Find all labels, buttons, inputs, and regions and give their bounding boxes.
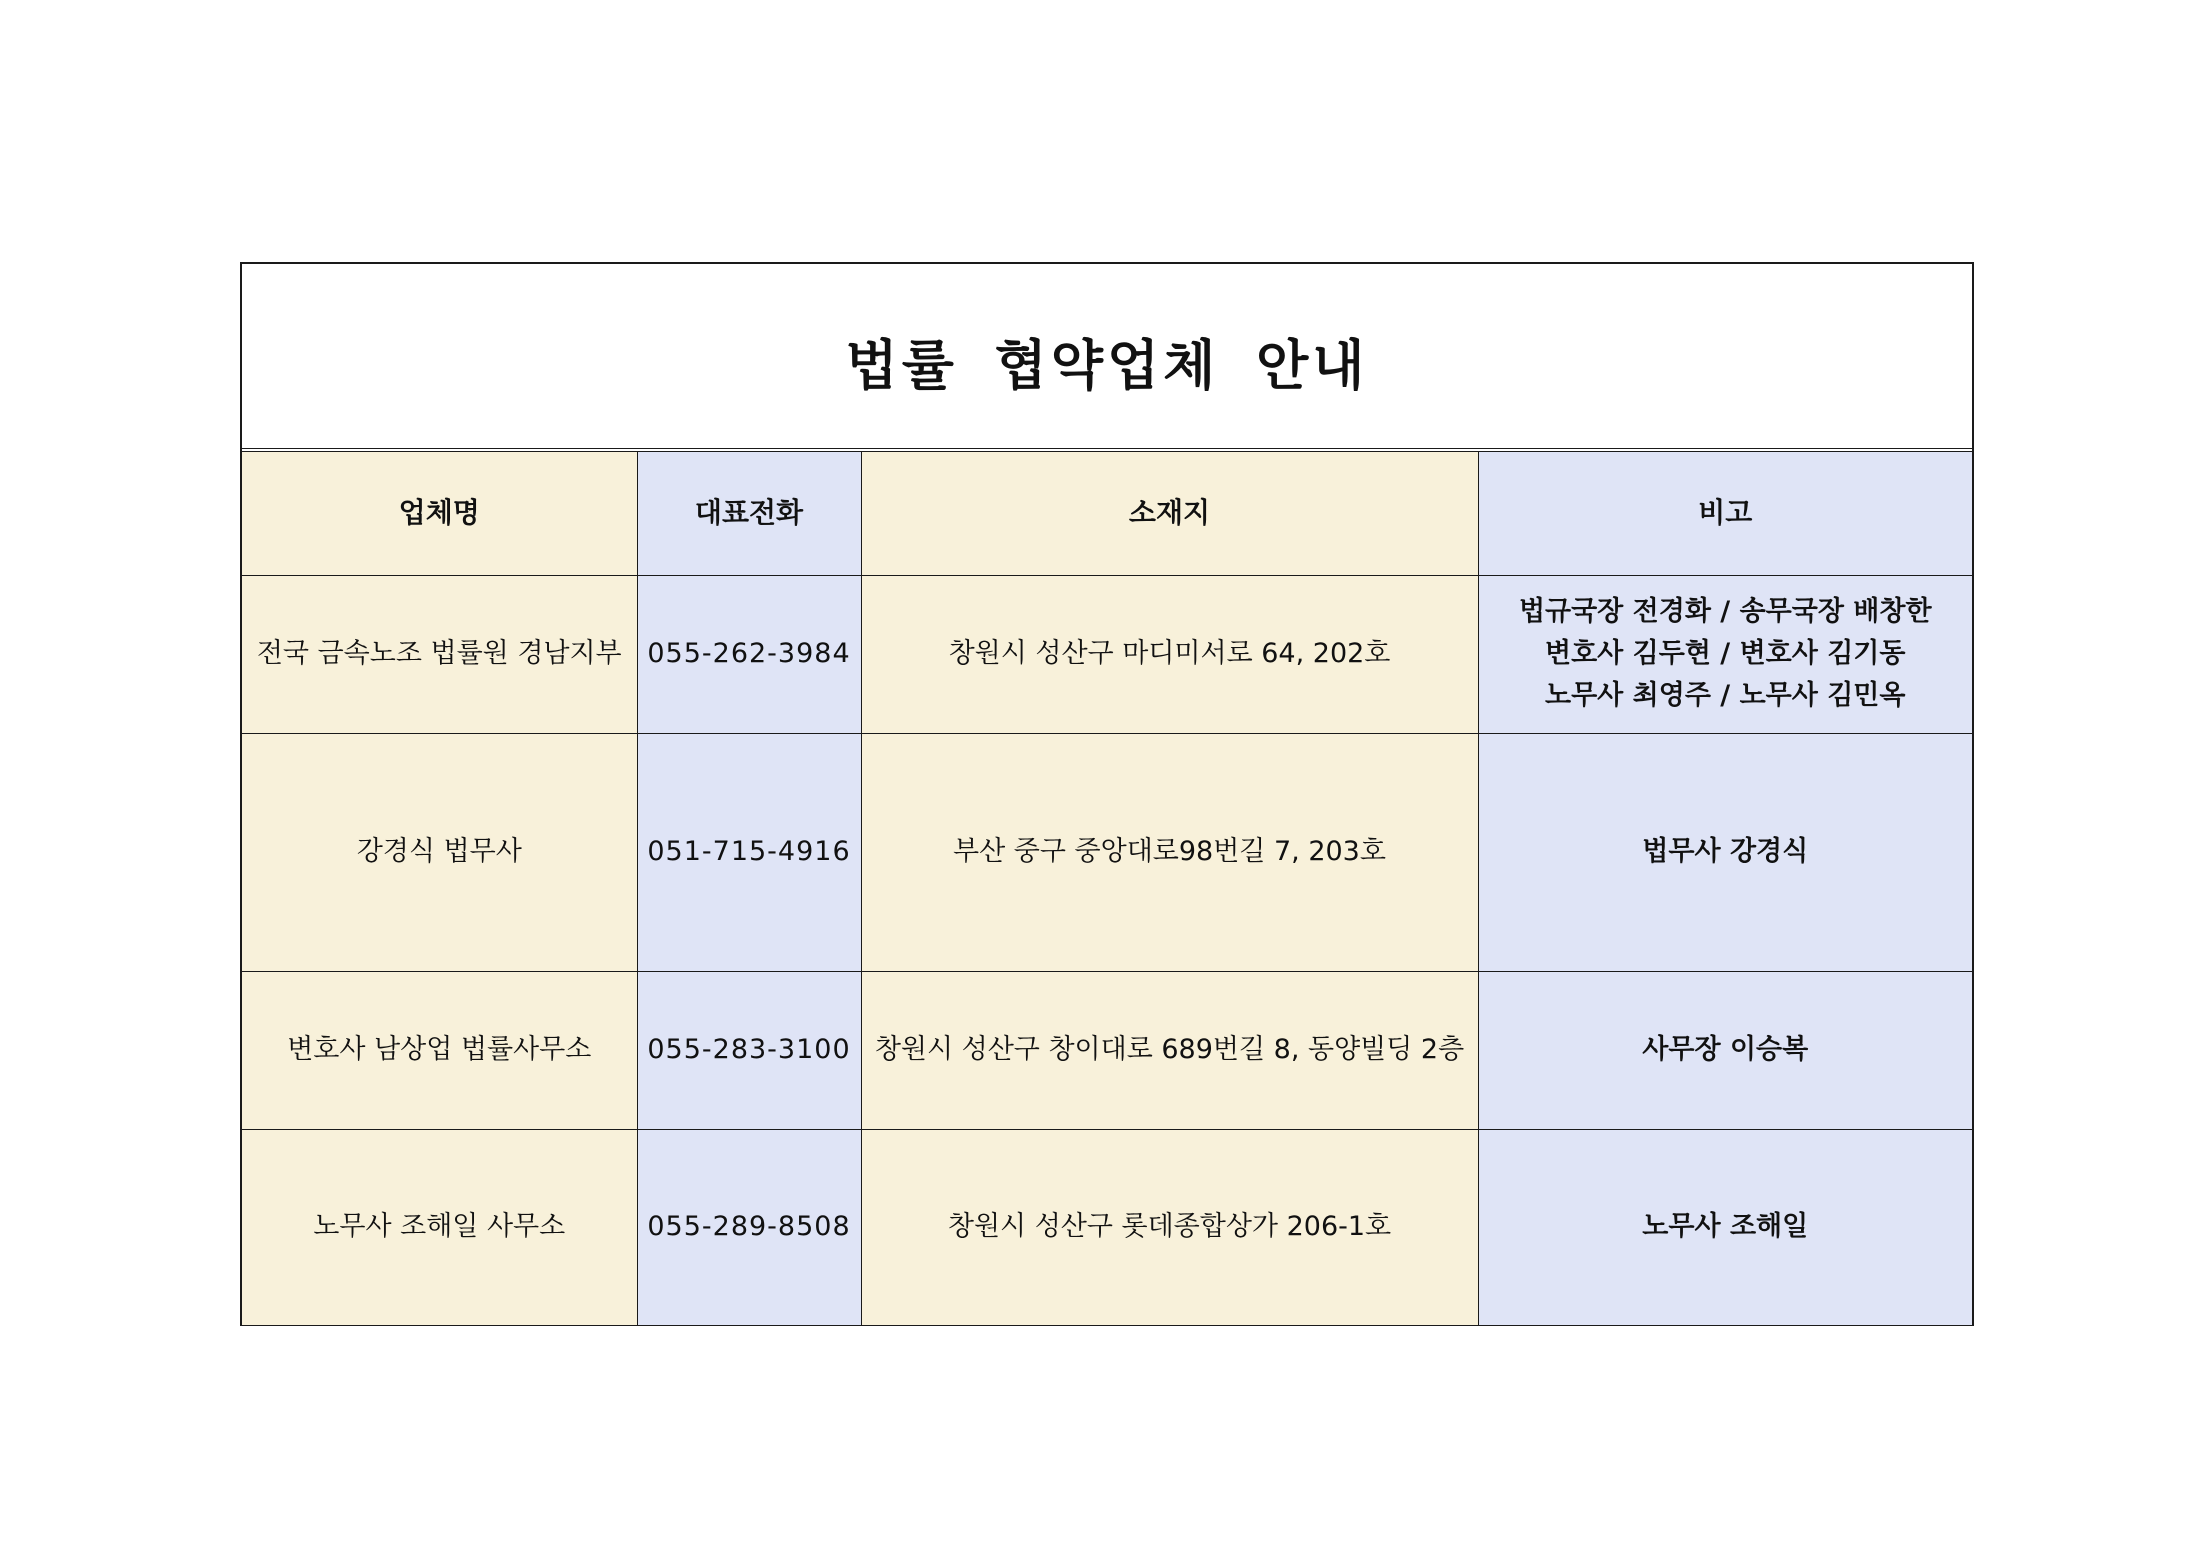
note-line: 변호사 김두현 / 변호사 김기동 [1545, 638, 1906, 669]
cell-phone: 055-283-3100 [637, 971, 861, 1129]
cell-note [1478, 971, 1972, 1129]
note-line: 법무사 강경식 [1642, 836, 1809, 867]
header-name: 업체명 [242, 450, 637, 575]
cell-name: 노무사 조해일 사무소 [242, 1129, 637, 1325]
table-row [242, 733, 1972, 971]
table-row [242, 1129, 1972, 1325]
cell-address: 부산 중구 중앙대로98번길 7, 203호 [861, 733, 1478, 971]
cell-name: 강경식 법무사 [242, 733, 637, 971]
document-sheet [240, 262, 1974, 1326]
cell-address: 창원시 성산구 롯데종합상가 206-1호 [861, 1129, 1478, 1325]
cell-note [1478, 733, 1972, 971]
cell-phone: 055-289-8508 [637, 1129, 861, 1325]
cell-phone: 055-262-3984 [637, 575, 861, 733]
partner-table [242, 448, 1972, 1325]
header-address: 소재지 [861, 450, 1478, 575]
cell-address: 창원시 성산구 마디미서로 64, 202호 [861, 575, 1478, 733]
note-line: 노무사 최영주 / 노무사 김민옥 [1545, 680, 1906, 711]
cell-name: 변호사 남상업 법률사무소 [242, 971, 637, 1129]
note-line: 노무사 조해일 [1642, 1211, 1809, 1243]
header-phone: 대표전화 [637, 450, 861, 575]
title-area [242, 264, 1972, 448]
cell-note [1478, 1129, 1972, 1325]
cell-note [1478, 575, 1972, 733]
table-row [242, 971, 1972, 1129]
header-note: 비고 [1478, 450, 1972, 575]
cell-address: 창원시 성산구 창이대로 689번길 8, 동양빌딩 2층 [861, 971, 1478, 1129]
note-line: 법규국장 전경화 / 송무국장 배창한 [1518, 596, 1932, 627]
cell-name: 전국 금속노조 법률원 경남지부 [242, 575, 637, 733]
table-row [242, 575, 1972, 733]
table-header-row [242, 450, 1972, 575]
note-line: 사무장 이승복 [1642, 1034, 1809, 1065]
page-title: 법률 협약업체 안내 [845, 333, 1369, 397]
cell-phone: 051-715-4916 [637, 733, 861, 971]
